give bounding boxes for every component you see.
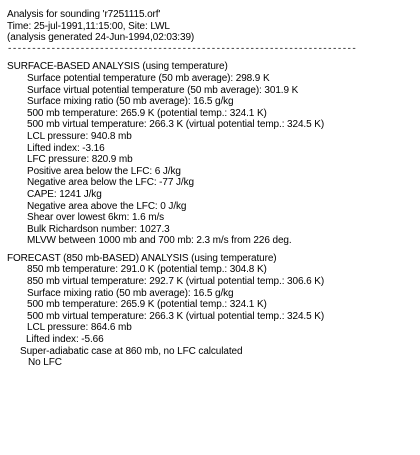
- forecast-note: Super-adiabatic case at 860 mb, no LFC calculated: [20, 345, 243, 357]
- forecast-line: 500 mb temperature: 265.9 K (potential temp.: 324.1 K): [27, 299, 267, 311]
- surface-based-line: Surface virtual potential temperature (50 mb average): 301.9 K: [27, 84, 299, 96]
- forecast-section-title: FORECAST (850 mb-BASED) ANALYSIS (using temperature): [7, 252, 277, 264]
- forecast-line: 500 mb virtual temperature: 266.3 K (virtual potential temp.: 324.5 K): [27, 310, 325, 322]
- surface-based-line: 500 mb virtual temperature: 266.3 K (virtual potential temp.: 324.5 K): [27, 119, 325, 131]
- surface-based-line: Surface mixing ratio (50 mb average): 16.5 g/kg: [27, 96, 234, 108]
- surface-based-line: LFC pressure: 820.9 mb: [27, 154, 133, 166]
- surface-based-section-body: [7, 73, 413, 247]
- surface-based-line: Surface potential temperature (50 mb average): 298.9 K: [27, 72, 270, 84]
- surface-based-line: 500 mb temperature: 265.9 K (potential temp.: 324.1 K): [27, 107, 267, 119]
- surface-based-line: Positive area below the LFC: 6 J/kg: [27, 165, 181, 177]
- surface-based-line: Shear over lowest 6km: 1.6 m/s: [27, 212, 165, 224]
- sounding-analysis-report: [7, 9, 413, 369]
- header-separator: ------------------------------------------------------------------------: [7, 43, 357, 54]
- surface-based-line: CAPE: 1241 J/kg: [27, 188, 102, 200]
- forecast-section-body: [7, 264, 413, 368]
- surface-based-line: Bulk Richardson number: 1027.3: [27, 223, 170, 235]
- surface-based-section-title: SURFACE-BASED ANALYSIS (using temperature): [7, 61, 228, 73]
- forecast-line: Lifted index: -5.66: [26, 334, 104, 346]
- surface-based-line: MLVW between 1000 mb and 700 mb: 2.3 m/s from 226 deg.: [27, 235, 292, 247]
- forecast-note: No LFC: [28, 357, 62, 369]
- surface-based-line: Lifted index: -3.16: [27, 142, 105, 154]
- surface-based-line: Negative area below the LFC: -77 J/kg: [27, 177, 194, 189]
- report-generated-timestamp: (analysis generated 24-Jun-1994,02:03:39): [7, 32, 195, 44]
- surface-based-line: LCL pressure: 940.8 mb: [27, 130, 132, 142]
- forecast-line: 850 mb virtual temperature: 292.7 K (virtual potential temp.: 306.6 K): [27, 276, 325, 288]
- report-time-site: Time: 25-jul-1991,11:15:00, Site: LWL: [7, 20, 170, 32]
- forecast-line: Surface mixing ratio (50 mb average): 16.5 g/kg: [27, 287, 234, 299]
- surface-based-line: Negative area above the LFC: 0 J/kg: [27, 200, 187, 212]
- report-title: Analysis for sounding 'r7251115.orf': [7, 9, 161, 20]
- forecast-line: 850 mb temperature: 291.0 K (potential temp.: 304.8 K): [27, 264, 267, 276]
- forecast-line: LCL pressure: 864.6 mb: [27, 322, 132, 334]
